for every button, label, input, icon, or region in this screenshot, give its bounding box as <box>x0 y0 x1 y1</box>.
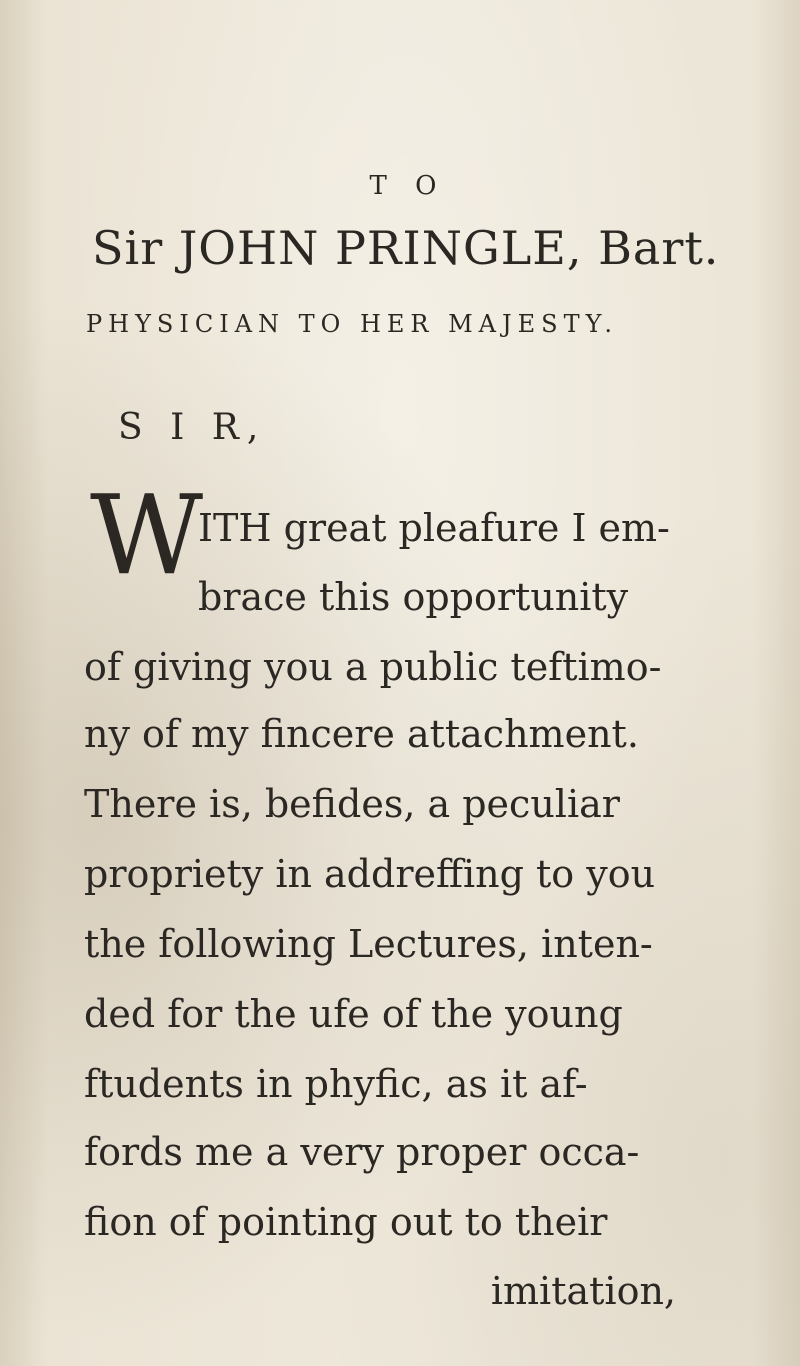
salutation: S I R, <box>118 407 267 448</box>
drop-cap: W <box>90 471 204 599</box>
dedication-to: T O <box>369 171 447 201</box>
catchword-line: imitation, <box>490 1269 676 1313</box>
text-line: fion of pointing out to their <box>84 1200 608 1244</box>
dedicatee-title: PHYSICIAN TO HER MAJESTY. <box>86 310 618 338</box>
dedicatee-name: Sir JOHN PRINGLE, Bart. <box>92 221 720 275</box>
text-line: fords me a very proper occa- <box>84 1130 640 1174</box>
text-line: There is, befides, a peculiar <box>84 782 620 826</box>
text-line: of giving you a public teftimo- <box>84 645 662 689</box>
text-line: ny of my fincere attachment. <box>84 712 639 756</box>
text-line: ftudents in phyfic, as it af- <box>84 1062 588 1106</box>
text-line: ITH great pleafure I em- <box>198 506 670 550</box>
text-line: propriety in addreffing to you <box>84 852 656 896</box>
text-line: ded for the ufe of the young <box>84 992 623 1036</box>
text-line: brace this opportunity <box>198 575 629 619</box>
text-line: the following Lectures, inten- <box>84 922 653 966</box>
